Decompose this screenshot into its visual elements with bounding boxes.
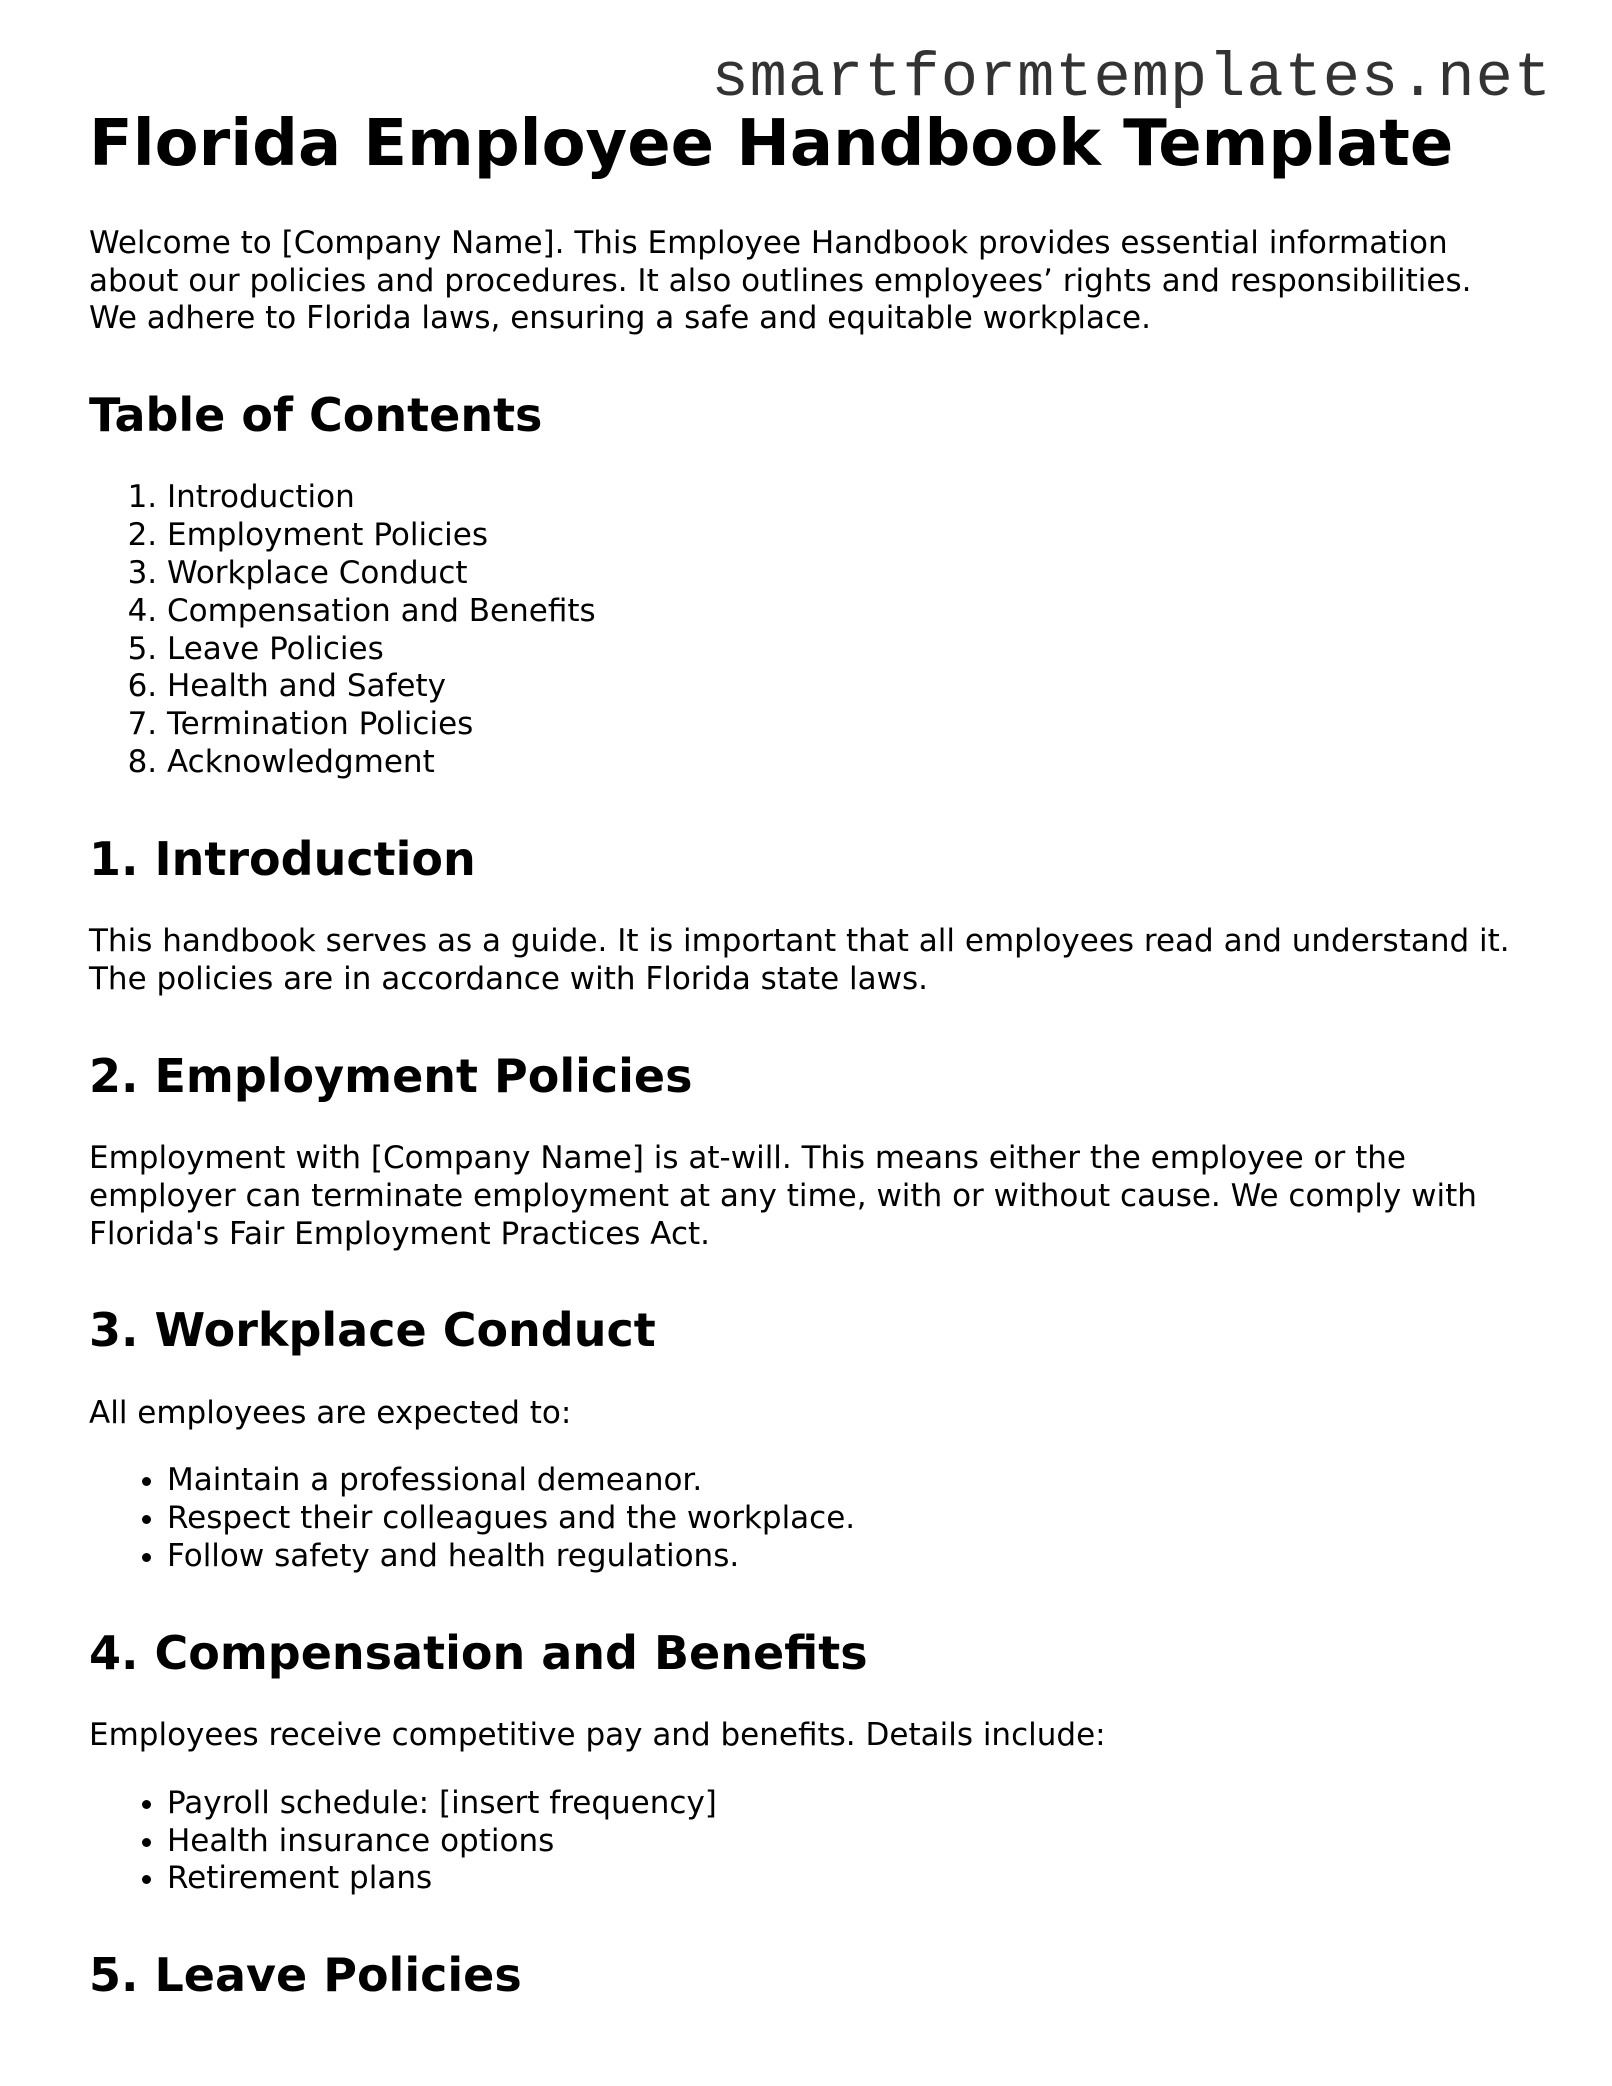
- toc-list: [89, 479, 1529, 782]
- compensation-list: [89, 1785, 1529, 1898]
- toc-item: 5. Leave Policies: [167, 631, 1529, 669]
- section-heading-workplace-conduct: 3. Workplace Conduct: [89, 1303, 656, 1358]
- toc-heading: Table of Contents: [89, 388, 543, 443]
- document-page: [89, 106, 1529, 2039]
- watermark-text: smartformtemplates.net: [711, 43, 1552, 114]
- toc-item: 3. Workplace Conduct: [167, 555, 1529, 593]
- toc-item: 7. Termination Policies: [167, 706, 1529, 744]
- toc-item: 4. Compensation and Benefits: [167, 593, 1529, 631]
- section-heading-employment-policies: 2. Employment Policies: [89, 1048, 693, 1103]
- list-item: • Payroll schedule: [insert frequency]: [167, 1785, 1529, 1823]
- section-heading-compensation: 4. Compensation and Benefits: [89, 1625, 868, 1680]
- list-item: • Follow safety and health regulations.: [167, 1538, 1529, 1576]
- list-item: • Retirement plans: [167, 1860, 1529, 1898]
- intro-paragraph: Welcome to [Company Name]. This Employee Handbook provides essential information about our policies and procedures. It also outlines employees’ rights and responsibilities. We adhere to Florida laws, ensuring a safe and equitable workplace.: [89, 224, 1472, 337]
- section-body-workplace-conduct: All employees are expected to:: [89, 1394, 572, 1431]
- section-body-introduction: This handbook serves as a guide. It is important that all employees read and understand it. The policies are in accordance with Florida state laws.: [89, 923, 1510, 997]
- list-item: • Health insurance options: [167, 1823, 1529, 1861]
- workplace-conduct-list: [89, 1462, 1529, 1575]
- toc-item: 2. Employment Policies: [167, 517, 1529, 555]
- document-title: Florida Employee Handbook Template: [89, 107, 1454, 181]
- toc-item: 8. Acknowledgment: [167, 744, 1529, 782]
- section-body-employment-policies: Employment with [Company Name] is at-will. This means either the employee or the employer can terminate employment at any time, with or without cause. We comply with Florida's Fair Employment Practices Act.: [89, 1139, 1477, 1252]
- section-body-compensation: Employees receive competitive pay and benefits. Details include:: [89, 1716, 1106, 1753]
- section-heading-introduction: 1. Introduction: [89, 831, 476, 886]
- toc-item: 1. Introduction: [167, 479, 1529, 517]
- section-heading-leave-policies: 5. Leave Policies: [89, 1948, 522, 2003]
- toc-item: 6. Health and Safety: [167, 668, 1529, 706]
- list-item: • Respect their colleagues and the workplace.: [167, 1500, 1529, 1538]
- list-item: • Maintain a professional demeanor.: [167, 1462, 1529, 1500]
